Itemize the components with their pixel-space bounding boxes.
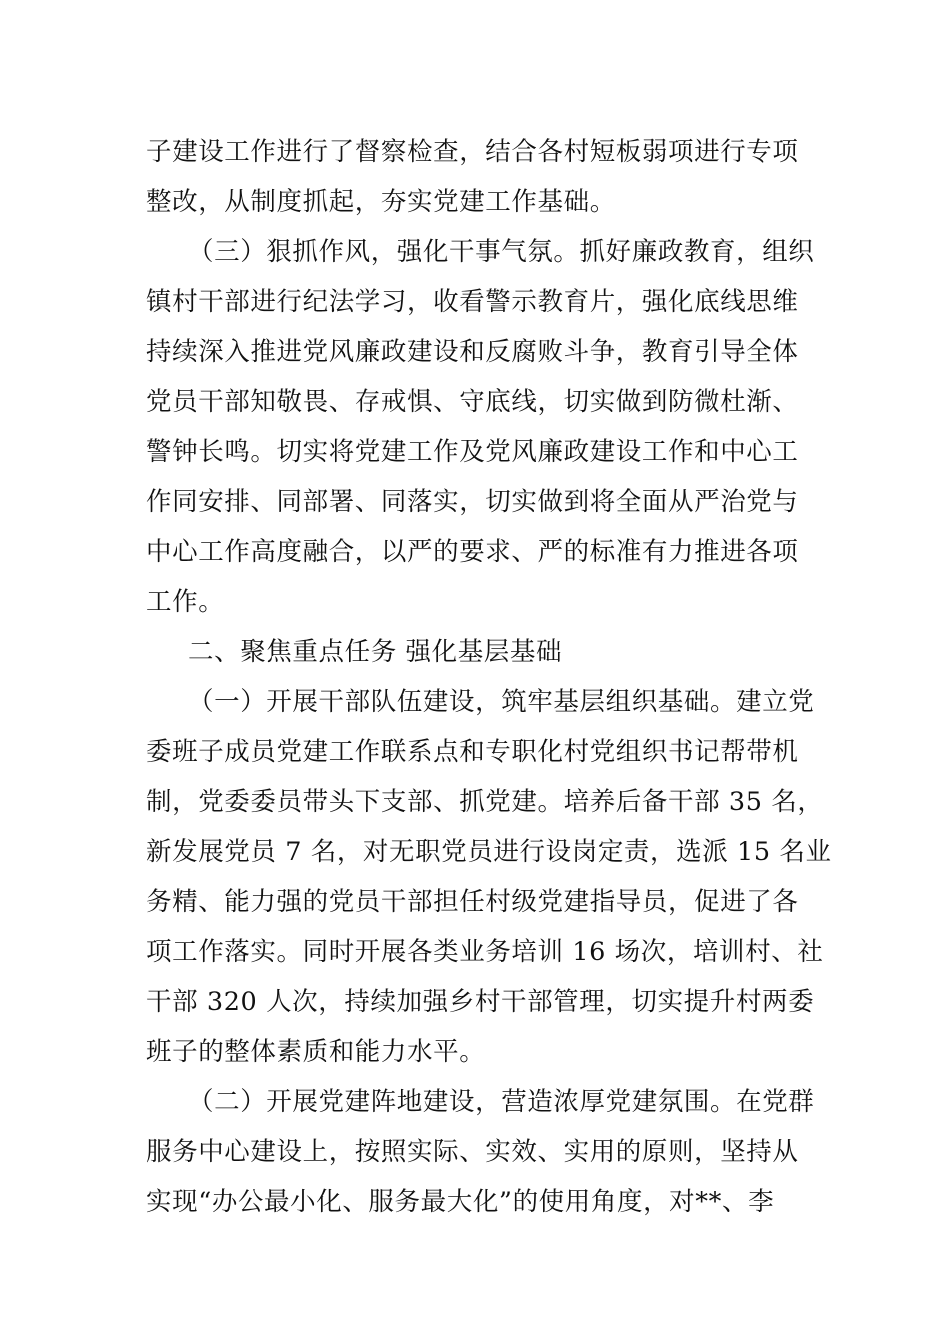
text-line: 作同安排、同部署、同落实，切实做到将全面从严治党与: [146, 487, 799, 517]
paragraph-start-line: （二）开展党建阵地建设，营造浓厚党建氛围。在党群: [188, 1087, 815, 1117]
text-line: 警钟长鸣。切实将党建工作及党风廉政建设工作和中心工: [146, 437, 799, 467]
text-line: 镇村干部进行纪法学习，收看警示教育片，强化底线思维: [146, 287, 799, 317]
section-heading: 二、聚焦重点任务 强化基层基础: [188, 637, 563, 667]
text-line: 干部 320 人次，持续加强乡村干部管理，切实提升村两委: [146, 987, 815, 1017]
text-line: 项工作落实。同时开展各类业务培训 16 场次，培训村、社: [146, 937, 824, 967]
text-line: 工作。: [146, 587, 225, 617]
text-line: 制，党委委员带头下支部、抓党建。培养后备干部 35 名，: [146, 787, 824, 817]
text-line: 整改，从制度抓起，夯实党建工作基础。: [146, 187, 616, 217]
text-line: 持续深入推进党风廉政建设和反腐败斗争，教育引导全体: [146, 337, 799, 367]
text-line: 委班子成员党建工作联系点和专职化村党组织书记帮带机: [146, 737, 799, 767]
text-line: 中心工作高度融合，以严的要求、严的标准有力推进各项: [146, 537, 799, 567]
text-line: 服务中心建设上，按照实际、实效、实用的原则，坚持从: [146, 1137, 799, 1167]
text-line: 新发展党员 7 名，对无职党员进行设岗定责，选派 15 名业: [146, 837, 832, 867]
paragraph-start-line: （一）开展干部队伍建设，筑牢基层组织基础。建立党: [188, 687, 815, 717]
text-line: 实现“办公最小化、服务最大化”的使用角度，对**、李: [146, 1187, 775, 1217]
text-line: 党员干部知敬畏、存戒惧、守底线，切实做到防微杜渐、: [146, 387, 799, 417]
text-line: 班子的整体素质和能力水平。: [146, 1037, 486, 1067]
paragraph-start-line: （三）狠抓作风，强化干事气氛。抓好廉政教育，组织: [188, 237, 815, 267]
text-line: 务精、能力强的党员干部担任村级党建指导员，促进了各: [146, 887, 799, 917]
text-line: 子建设工作进行了督察检查，结合各村短板弱项进行专项: [146, 137, 799, 167]
